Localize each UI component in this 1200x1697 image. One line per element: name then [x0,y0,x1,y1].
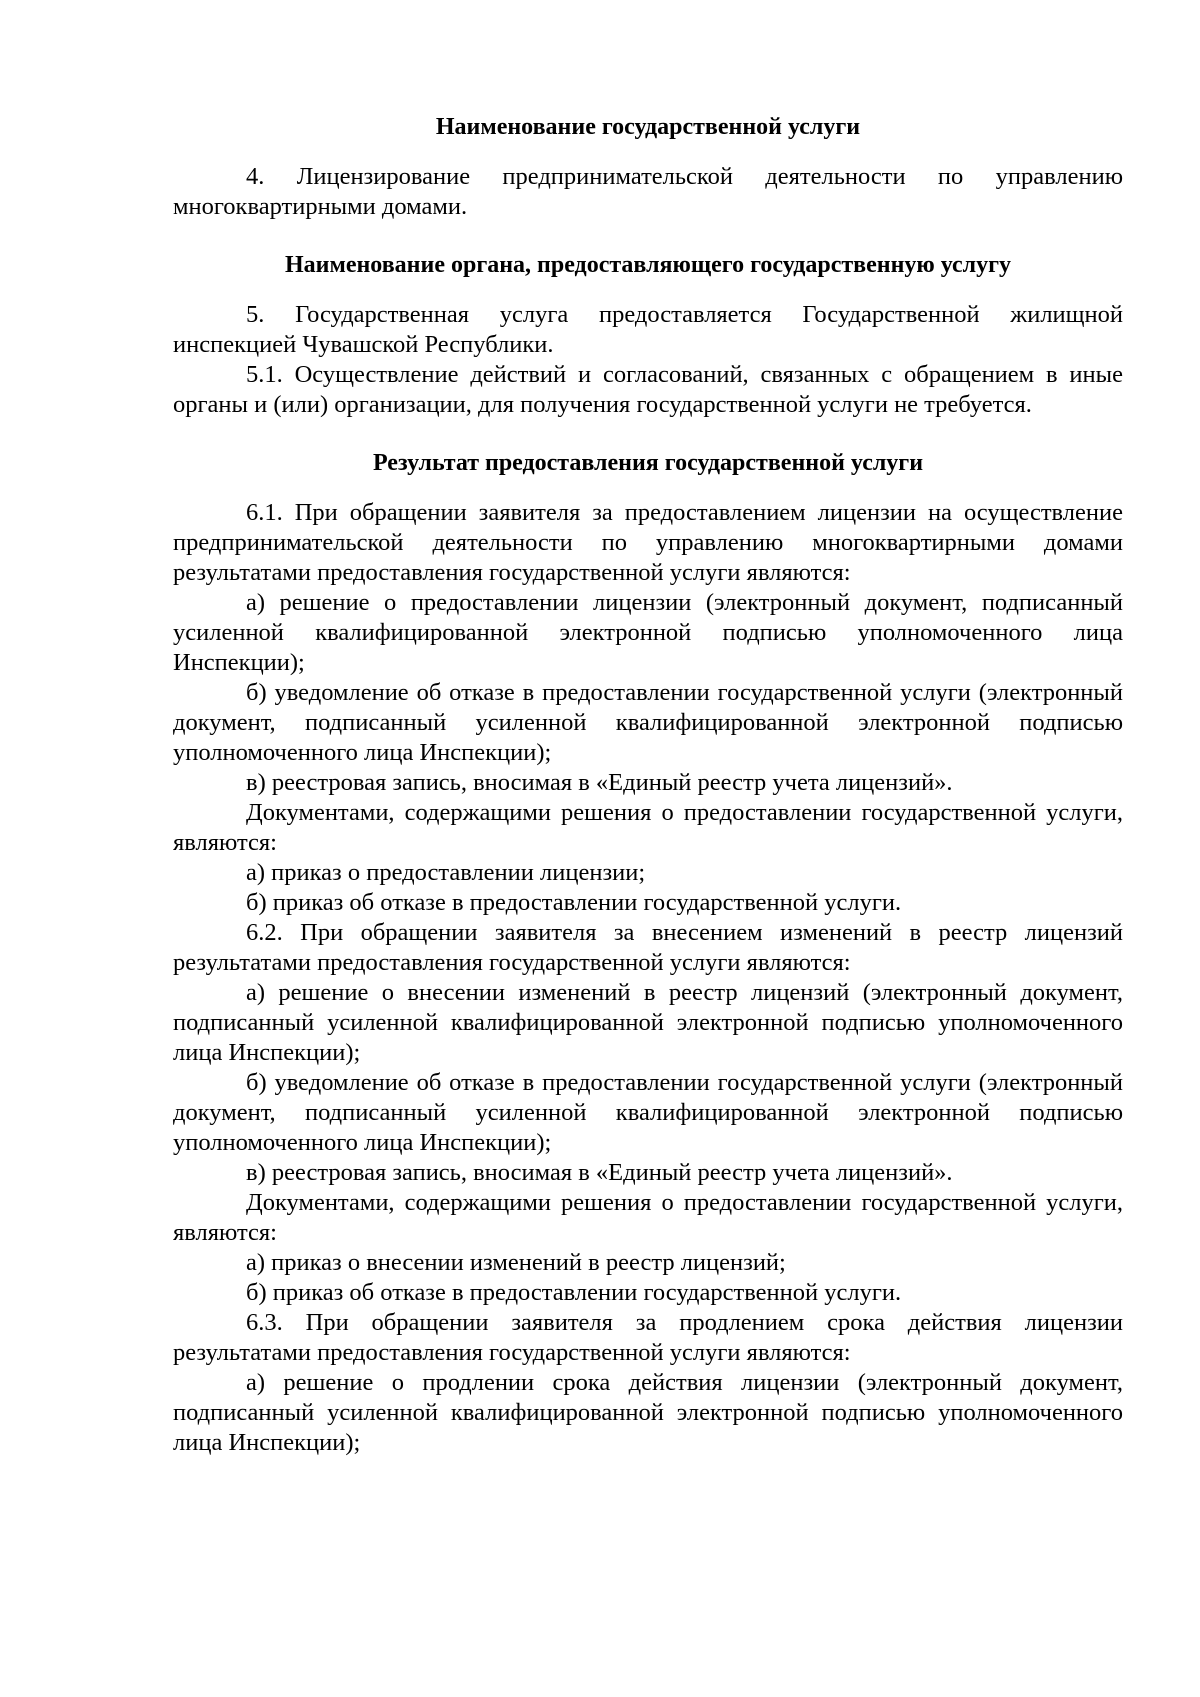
paragraph: в) реестровая запись, вносимая в «Единый реестр учета лицензий». [246,1159,953,1186]
section-heading: Наименование государственной услуги [435,114,861,140]
paragraph: 5.1. Осуществление действий и согласований, связанных с обращением в иные органы и (или) организации, для получения государственной услуги не требуется. [173,361,1123,418]
paragraph: а) решение о внесении изменений в реестр лицензий (электронный документ, подписанный усиленной квалифицированной электронной подписью уполномоченного лица Инспекции); [173,979,1123,1066]
section-heading: Наименование органа, предоставляющего государственную услугу [284,252,1012,278]
paragraph: в) реестровая запись, вносимая в «Единый реестр учета лицензий». [246,769,953,796]
paragraph: б) приказ об отказе в предоставлении государственной услуги. [246,1279,902,1306]
paragraph: б) уведомление об отказе в предоставлении государственной услуги (электронный документ, подписанный усиленной квалифицированной электронной подписью уполномоченного лица Инспекции); [173,1069,1123,1156]
paragraph: 6.2. При обращении заявителя за внесением изменений в реестр лицензий результатами предоставления государственной услуги являются: [173,919,1123,976]
paragraph: а) решение о предоставлении лицензии (электронный документ, подписанный усиленной квалифицированной электронной подписью уполномоченного лица Инспекции); [173,589,1123,676]
paragraph: а) приказ о внесении изменений в реестр лицензий; [246,1249,786,1276]
paragraph: 4. Лицензирование предпринимательской деятельности по управлению многоквартирными домами. [173,163,1123,220]
paragraph: а) приказ о предоставлении лицензии; [246,859,646,886]
paragraph: б) приказ об отказе в предоставлении государственной услуги. [246,889,902,916]
paragraph: Документами, содержащими решения о предоставлении государственной услуги, являются: [173,799,1123,856]
paragraph: 5. Государственная услуга предоставляется Государственной жилищной инспекцией Чувашской Республики. [173,301,1123,358]
paragraph: 6.3. При обращении заявителя за продлением срока действия лицензии результатами предоставления государственной услуги являются: [173,1309,1123,1366]
section-heading: Результат предоставления государственной услуги [372,450,924,476]
paragraph: а) решение о продлении срока действия лицензии (электронный документ, подписанный усиленной квалифицированной электронной подписью уполномоченного лица Инспекции); [173,1369,1123,1456]
paragraph: Документами, содержащими решения о предоставлении государственной услуги, являются: [173,1189,1123,1246]
document-page [173,112,1123,1458]
paragraph: б) уведомление об отказе в предоставлении государственной услуги (электронный документ, подписанный усиленной квалифицированной электронной подписью уполномоченного лица Инспекции); [173,679,1123,766]
paragraph: 6.1. При обращении заявителя за предоставлением лицензии на осуществление предпринимательской деятельности по управлению многоквартирными домами результатами предоставления государственной услуги являются: [173,499,1123,586]
